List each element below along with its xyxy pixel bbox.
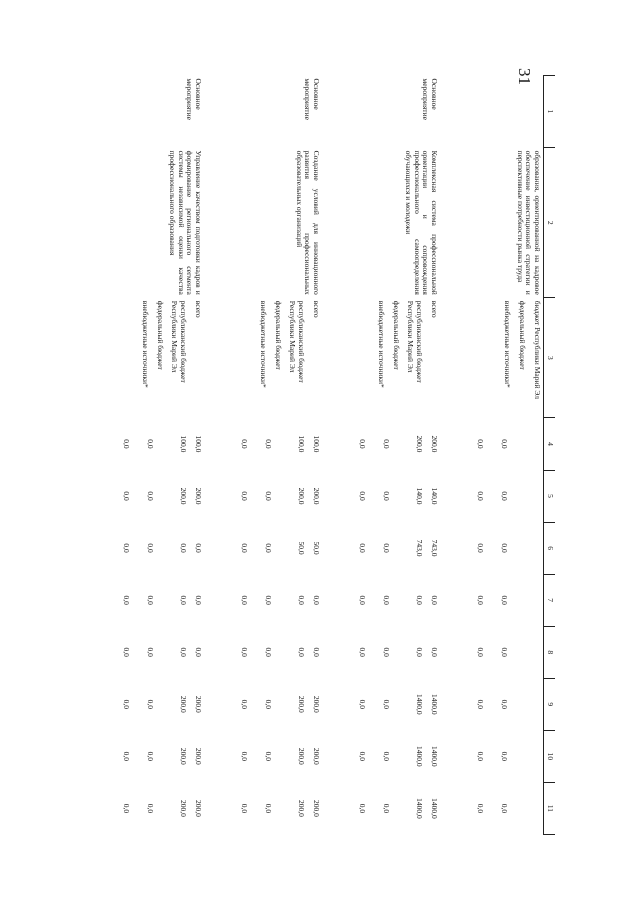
amount-value: 0,0 xyxy=(146,595,155,605)
amount-value: 1400,0 xyxy=(415,746,424,767)
amount-value: 200,0 xyxy=(194,695,203,713)
amount-value: 0,0 xyxy=(500,647,509,657)
spacer-cell xyxy=(322,76,340,835)
amount-value: 0,0 xyxy=(358,751,367,762)
year-value-cell xyxy=(222,470,322,522)
amount-value: 0,0 xyxy=(358,647,367,657)
amount-value: 0,0 xyxy=(382,595,391,605)
amount-value: 0,0 xyxy=(415,595,424,605)
amount-value xyxy=(514,785,541,831)
amount-value: 0,0 xyxy=(382,699,391,709)
amount-value: 0,0 xyxy=(500,439,509,449)
amount-value: 0,0 xyxy=(122,439,131,449)
amount-value: 0,0 xyxy=(358,543,367,553)
amount-value: 200,0 xyxy=(430,435,439,453)
amount-value xyxy=(514,681,541,727)
amount-value: 200,0 xyxy=(415,435,424,453)
amount-value xyxy=(514,629,541,675)
year-value-cell xyxy=(340,678,440,730)
year-value-cell xyxy=(104,626,204,678)
funding-source-cell xyxy=(104,298,204,418)
budget-table-rotated xyxy=(115,75,555,835)
amount-value: 0,0 xyxy=(264,803,273,814)
column-header: 4 xyxy=(544,418,556,470)
amount-value: 0,0 xyxy=(358,491,367,501)
amount-value: 0,0 xyxy=(194,647,203,657)
year-value-cell xyxy=(340,470,440,522)
amount-value: 1400,0 xyxy=(430,746,439,767)
funding-source: федеральный бюджет xyxy=(273,300,283,370)
amount-value: 0,0 xyxy=(476,803,485,814)
year-value-cell xyxy=(222,626,322,678)
activity-type-cell: Основное мероприятие xyxy=(421,78,439,120)
amount-value: 100,0 xyxy=(179,435,188,453)
amount-value: 0,0 xyxy=(122,595,131,605)
spacer-cell xyxy=(440,76,458,835)
funding-source: всего xyxy=(312,300,321,318)
amount-value: 200,0 xyxy=(179,747,188,765)
column-header: 9 xyxy=(544,678,556,730)
amount-value: 200,0 xyxy=(194,487,203,505)
amount-value: 0,0 xyxy=(476,543,485,553)
amount-value: 0,0 xyxy=(240,439,249,449)
amount-value: 0,0 xyxy=(358,595,367,605)
funding-source: всего xyxy=(430,300,439,318)
table-row xyxy=(458,76,544,835)
amount-value: 0,0 xyxy=(430,595,439,605)
table-row xyxy=(222,76,322,835)
amount-value: 0,0 xyxy=(382,491,391,501)
amount-value: 0,0 xyxy=(382,439,391,449)
activity-type-cell: Основное мероприятие xyxy=(185,78,203,120)
amount-value xyxy=(514,577,541,623)
year-value-cell xyxy=(104,522,204,574)
funding-source: республиканский бюджет Республики Марий Эл xyxy=(406,300,424,383)
column-header: 10 xyxy=(544,730,556,782)
funding-source: бюджет Республики Марий Эл xyxy=(533,300,542,399)
amount-value: 0,0 xyxy=(146,439,155,449)
year-value-cell xyxy=(340,782,440,834)
year-value-cell xyxy=(458,626,544,678)
funding-source: федеральный бюджет xyxy=(518,300,527,370)
amount-value: 0,0 xyxy=(240,647,249,657)
amount-value: 0,0 xyxy=(476,491,485,501)
amount-value: 140,0 xyxy=(415,487,424,505)
amount-value: 0,0 xyxy=(240,699,249,709)
amount-value: 0,0 xyxy=(264,543,273,553)
year-value-cell xyxy=(222,574,322,626)
amount-value: 200,0 xyxy=(312,695,321,713)
year-value-cell xyxy=(458,470,544,522)
amount-value: 0,0 xyxy=(240,491,249,501)
column-header: 7 xyxy=(544,574,556,626)
column-header: 3 xyxy=(544,298,556,418)
amount-value: 0,0 xyxy=(382,543,391,553)
activity-type-cell xyxy=(458,76,544,148)
amount-value: 0,0 xyxy=(122,699,131,709)
amount-value: 0,0 xyxy=(146,699,155,709)
amount-value: 0,0 xyxy=(500,803,509,814)
amount-value xyxy=(514,473,541,519)
column-header: 2 xyxy=(544,148,556,298)
amount-value: 100,0 xyxy=(297,435,306,453)
amount-value: 0,0 xyxy=(415,647,424,657)
amount-value: 0,0 xyxy=(122,803,131,814)
funding-source-cell xyxy=(340,298,440,418)
amount-value: 200,0 xyxy=(297,747,306,765)
amount-value: 0,0 xyxy=(297,647,306,657)
year-value-cell xyxy=(104,678,204,730)
funding-source-cell xyxy=(458,298,544,418)
amount-value: 0,0 xyxy=(240,751,249,762)
amount-value: 100,0 xyxy=(194,435,203,453)
amount-value: 0,0 xyxy=(382,751,391,762)
amount-value: 0,0 xyxy=(500,595,509,605)
funding-source: федеральный бюджет xyxy=(391,300,401,370)
amount-value: 1400,0 xyxy=(430,693,439,715)
amount-value: 200,0 xyxy=(194,747,203,765)
funding-source: внебюджетные источники* xyxy=(503,300,512,388)
amount-value: 1400,0 xyxy=(430,798,439,819)
amount-value: 0,0 xyxy=(146,751,155,762)
year-value-cell xyxy=(340,574,440,626)
year-value-cell xyxy=(104,574,204,626)
year-value-cell xyxy=(104,730,204,782)
table-row xyxy=(104,76,204,835)
year-value-cell xyxy=(340,522,440,574)
amount-value: 200,0 xyxy=(312,800,321,817)
year-value-cell xyxy=(340,418,440,470)
amount-value: 1400,0 xyxy=(415,693,424,715)
year-value-cell xyxy=(458,782,544,834)
amount-value: 0,0 xyxy=(146,647,155,657)
amount-value: 200,0 xyxy=(179,487,188,505)
year-value-cell xyxy=(458,522,544,574)
amount-value: 0,0 xyxy=(179,543,188,553)
page-number: 31 xyxy=(515,68,534,85)
year-value-cell xyxy=(222,782,322,834)
amount-value: 0,0 xyxy=(430,647,439,657)
amount-value: 0,0 xyxy=(194,595,203,605)
amount-value: 0,0 xyxy=(500,491,509,501)
year-value-cell xyxy=(458,574,544,626)
amount-value: 0,0 xyxy=(264,699,273,709)
funding-source: внебюджетные источники* xyxy=(140,300,150,388)
amount-value xyxy=(514,421,541,467)
amount-value: 140,0 xyxy=(430,487,439,505)
funding-source: республиканский бюджет Республики Марий Эл xyxy=(288,300,306,383)
amount-value: 743,0 xyxy=(430,539,439,557)
amount-value: 0,0 xyxy=(146,803,155,814)
activity-name-cell: образования, ориентированной на кадровое обеспечение инвестиционной стратегии и перспективные потребности рынка труда xyxy=(515,150,542,295)
activity-name-cell: Создание условий для инновационного развития профессиональных образовательных организаций xyxy=(294,150,321,295)
year-value-cell xyxy=(340,730,440,782)
amount-value: 200,0 xyxy=(297,800,306,817)
funding-source: внебюджетные источники* xyxy=(376,300,386,388)
table-row xyxy=(340,76,440,835)
amount-value: 0,0 xyxy=(194,543,203,553)
amount-value: 1400,0 xyxy=(415,798,424,819)
amount-value: 0,0 xyxy=(312,647,321,657)
activity-type-cell: Основное мероприятие xyxy=(303,78,321,120)
year-value-cell xyxy=(458,418,544,470)
year-value-cell xyxy=(222,678,322,730)
amount-value: 200,0 xyxy=(179,800,188,817)
year-value-cell xyxy=(340,626,440,678)
amount-value: 0,0 xyxy=(122,647,131,657)
amount-value: 0,0 xyxy=(476,751,485,762)
amount-value: 0,0 xyxy=(358,439,367,449)
amount-value: 0,0 xyxy=(312,595,321,605)
amount-value: 200,0 xyxy=(312,747,321,765)
amount-value: 0,0 xyxy=(297,595,306,605)
column-header: 1 xyxy=(544,76,556,148)
amount-value: 0,0 xyxy=(500,543,509,553)
amount-value: 743,0 xyxy=(415,539,424,557)
amount-value: 0,0 xyxy=(264,647,273,657)
amount-value: 0,0 xyxy=(476,699,485,709)
row-spacer xyxy=(86,76,104,835)
amount-value: 200,0 xyxy=(179,695,188,713)
amount-value: 0,0 xyxy=(179,595,188,605)
row-spacer xyxy=(440,76,458,835)
year-value-cell xyxy=(104,782,204,834)
amount-value: 0,0 xyxy=(240,803,249,814)
funding-source: федеральный бюджет xyxy=(155,300,165,370)
year-value-cell xyxy=(222,418,322,470)
amount-value: 0,0 xyxy=(146,543,155,553)
amount-value: 0,0 xyxy=(476,647,485,657)
column-header: 6 xyxy=(544,522,556,574)
amount-value: 0,0 xyxy=(476,439,485,449)
amount-value: 0,0 xyxy=(122,751,131,762)
amount-value: 0,0 xyxy=(264,595,273,605)
amount-value: 0,0 xyxy=(122,491,131,501)
amount-value: 0,0 xyxy=(264,439,273,449)
amount-value: 0,0 xyxy=(264,751,273,762)
row-spacer xyxy=(204,76,222,835)
amount-value: 0,0 xyxy=(358,699,367,709)
amount-value: 0,0 xyxy=(382,647,391,657)
amount-value: 0,0 xyxy=(476,595,485,605)
amount-value: 50,0 xyxy=(312,541,321,555)
amount-value: 0,0 xyxy=(179,647,188,657)
amount-value: 0,0 xyxy=(240,595,249,605)
amount-value: 200,0 xyxy=(297,695,306,713)
amount-value: 0,0 xyxy=(500,699,509,709)
year-value-cell xyxy=(222,522,322,574)
column-header: 8 xyxy=(544,626,556,678)
amount-value: 0,0 xyxy=(264,491,273,501)
column-header: 5 xyxy=(544,470,556,522)
funding-source: всего xyxy=(194,300,203,318)
amount-value: 200,0 xyxy=(312,487,321,505)
year-value-cell xyxy=(222,730,322,782)
amount-value: 50,0 xyxy=(297,541,306,555)
funding-source-cell xyxy=(222,298,322,418)
amount-value: 0,0 xyxy=(500,751,509,762)
amount-value: 0,0 xyxy=(240,543,249,553)
header-row xyxy=(544,76,556,835)
amount-value: 200,0 xyxy=(194,800,203,817)
activity-name-cell: Комплексная система профессиональной ориентации и сопровождения профессионального самоопределения обучающихся и молодежи xyxy=(404,150,439,295)
amount-value: 0,0 xyxy=(382,803,391,814)
amount-value: 0,0 xyxy=(122,543,131,553)
amount-value xyxy=(514,525,541,571)
amount-value: 0,0 xyxy=(146,491,155,501)
amount-value xyxy=(514,733,541,779)
spacer-cell xyxy=(204,76,222,835)
spacer-cell xyxy=(86,76,104,835)
year-value-cell xyxy=(458,730,544,782)
year-value-cell xyxy=(458,678,544,730)
row-spacer xyxy=(322,76,340,835)
column-header: 11 xyxy=(544,782,556,834)
budget-table xyxy=(86,75,555,835)
amount-value: 200,0 xyxy=(297,487,306,505)
year-value-cell xyxy=(104,418,204,470)
amount-value: 100,0 xyxy=(312,435,321,453)
amount-value: 0,0 xyxy=(358,803,367,814)
funding-source: внебюджетные источники* xyxy=(258,300,268,388)
year-value-cell xyxy=(104,470,204,522)
funding-source: республиканский бюджет Республики Марий Эл xyxy=(170,300,188,383)
activity-name-cell: Управление качеством подготовки кадров и формирование регионального сегмента системы независимой оценки качества профессионального образования xyxy=(168,150,203,295)
table-body xyxy=(86,76,544,835)
